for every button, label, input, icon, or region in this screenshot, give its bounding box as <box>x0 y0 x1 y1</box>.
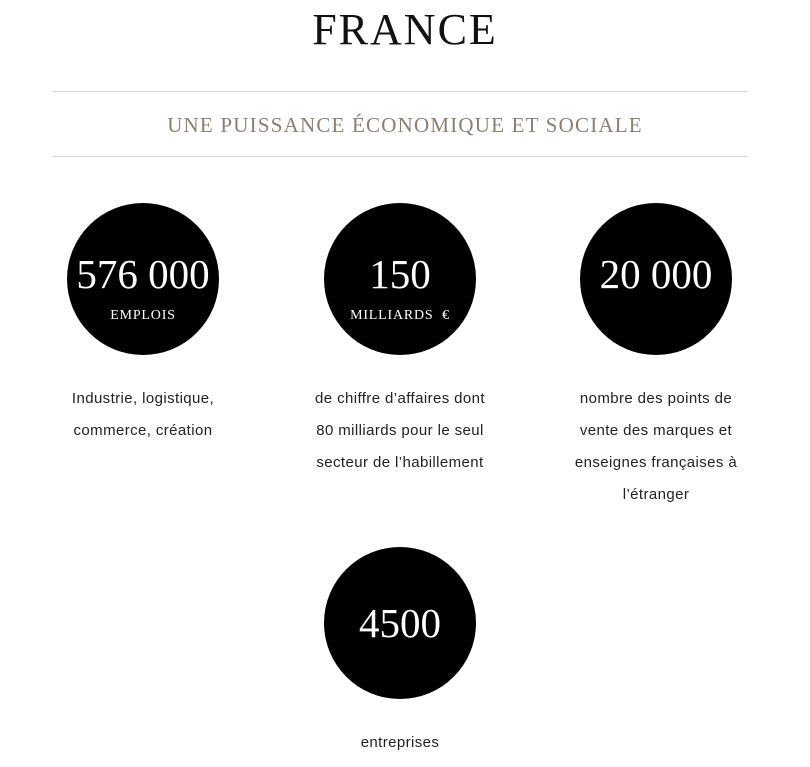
stat-circle <box>324 547 476 699</box>
stat-description-line: vente des marques et <box>579 422 733 439</box>
stat-description-line: secteur de l’habillement <box>316 454 484 471</box>
stat-description <box>290 727 510 759</box>
stat-number: 20 000 <box>599 251 713 297</box>
stat-number: 150 <box>369 251 431 297</box>
stat-circle <box>580 203 732 355</box>
stat-unit: EMPLOIS <box>110 308 176 323</box>
stat-number: 4500 <box>359 600 441 646</box>
stat-description-line: enseignes françaises à <box>574 454 738 471</box>
stat-description-line: nombre des points de <box>579 390 733 407</box>
stat-description-line: Industrie, logistique, <box>71 390 215 407</box>
stat-number: 576 000 <box>76 251 210 297</box>
stat-circle <box>67 203 219 355</box>
stat-card-revenue <box>290 203 510 479</box>
stat-description-line: 80 milliards pour le seul <box>316 422 484 439</box>
stat-description <box>33 383 253 447</box>
stat-description <box>546 383 766 511</box>
stat-description <box>290 383 510 479</box>
stat-card-companies <box>290 547 510 759</box>
stat-circle <box>324 203 476 355</box>
stat-card-points-of-sale <box>546 203 766 511</box>
divider-top <box>53 91 747 92</box>
page-title: FRANCE <box>312 5 498 54</box>
section-subtitle: UNE PUISSANCE ÉCONOMIQUE ET SOCIALE <box>167 113 643 137</box>
stat-description-line: de chiffre d’affaires dont <box>315 390 485 407</box>
stat-description-line: entreprises <box>360 734 440 751</box>
stat-unit: MILLIARDS € <box>350 308 450 323</box>
divider-bottom <box>53 156 747 157</box>
stat-description-line: l’étranger <box>622 486 690 503</box>
stat-card-employment <box>33 203 253 447</box>
stat-description-line: commerce, création <box>73 422 213 439</box>
